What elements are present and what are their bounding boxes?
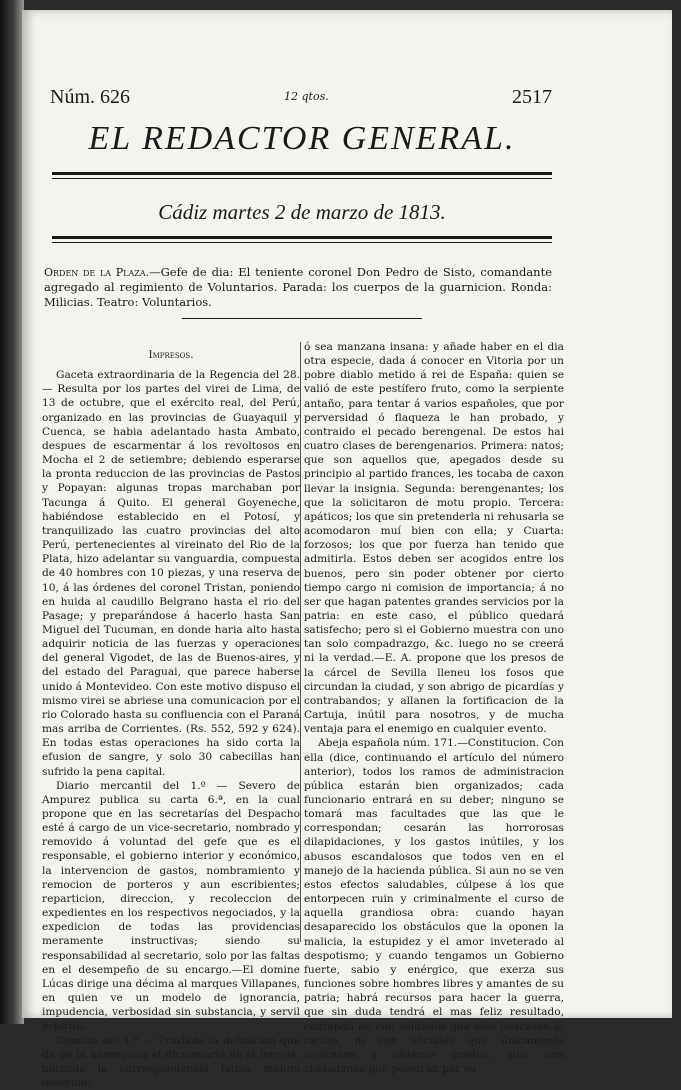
article-paragraph: Diario mercantil del 1.º — Severo de Ampurez publica su carta 6.ª, en la cual propone que en las secretarías del Despacho esté á cargo de un vice-secretario, nombrado y removido á voluntad del gefe que es el responsable, el gobierno interior y económico, la intervencion de gastos, nombramiento y remocion de porteros y aun escribientes; reparticion, direccion, y recoleccion de expedientes en los respectivos negociados, y la expedicion de todas las providencias meramente instructivas; siendo su responsabilidad al secretario, solo por las faltas en el desempeño de su encargo.—El domine Lúcas dirige una décima al marques Villapanes, en quien ve un modelo de ignorancia, impudencia, verbosidad sin substancia, y servil espíritu. xyxy=(42,779,300,1034)
impresos-heading: Impresos. xyxy=(42,348,300,362)
pliegos-note: 12 qtos. xyxy=(284,90,329,103)
article-paragraph: Gaceta extraordinaria de la Regencia del 28.— Resulta por los partes del virei de Lima, de 13 de octubre, que el exército real, del Perú, organizado en las provincias de Guayaquil y Cuenca, se habia adelantado hasta Ambato, despues de escarmentar á los revoltosos en Mocha el 2 de setiembre; debiendo esperarse la pronta reduccion de las provincias de Pastos y Popayan: algunas tropas marchaban por Tacunga á Quito. El general Goyeneche, habiéndose establecido en el Potosí, y tranquilizado las cuatro provincias del alto Perú, pertenecientes al vireinato del Rio de la Plata, hizo adelantar su vanguardia, compuesta de 40 hombres con 10 piezas, y una reserva de 10, á las órdenes del coronel Tristan, poniendo en huida al caudillo Belgrano hasta el rio del Pasage; y preparándose á hacerlo hasta San Miguel del Tucuman, en donde haria alto hasta adquirir noticia de las fuerzas y operaciones del general Vigodet, de las de Buenos-aires, y del estado del Paraguai, que parece haberse unido á Montevideo. Con este motivo dispuso el mismo virei se abriese una comunicacion por el rio Colorado hasta su confluencia con el Paraná mas arriba de Corrientes. (Rs. 552, 592 y 624). En todas estas operaciones ha sido corta la efusion de sangre, y solo 30 cabecillas han sufrido la pena capital. xyxy=(42,368,300,779)
double-rule-top-thin xyxy=(52,178,552,179)
masthead-title: EL REDACTOR GENERAL. xyxy=(62,120,542,158)
article-paragraph: Abeja española núm. 171.—Constitucion. Con ella (dice, continuando el artículo del número anterior), todos los ramos de administracion pública estarán bien organizados; cada funcionario entrará en su deber; ninguno se tomará mas facultades que las que le correspondan; cesarán las horrorosas dilapidaciones, y los gastos inútiles, y los abusos escandalosos que todos ven en el manejo de la hacienda pública. Si aun no se ven estos efectos saludables, cúlpese á los que entorpecen ruin y criminalmente el curso de aquella grandiosa obra: cuando hayan desaparecido los obstáculos que la oponen la malicia, la estupidez y el amor inveterado al despotismo; y cuando tengamos un Gobierno fuerte, sabio y enérgico, que exerza sus funciones sobre hombres libres y amantes de su patria; habrá recursos para hacer la guerra, que sin duda tendrá el mas feliz resultado, contando no con soldados que solo buscasen la racion, ni con oficiales que únicamente aspirasen á obtener grados; sino con ciudadanos que pelearán por su xyxy=(304,736,564,1076)
page-number: 2517 xyxy=(512,86,552,109)
newspaper-page xyxy=(22,10,672,1018)
right-column xyxy=(304,340,564,1076)
double-rule-top xyxy=(52,172,552,175)
left-column xyxy=(42,340,300,1090)
column-divider xyxy=(300,342,301,942)
article-paragraph: Conciso del 1.º — Traslada la definicion que da de la berengena el diccionario de la lengua, notando la correspondencia latina malum insanum, xyxy=(42,1034,300,1090)
issue-number: Núm. 626 xyxy=(50,86,130,109)
article-paragraph: ó sea manzana insana: y añade haber en el dia otra especie, dada á conocer en Vitoria por un pobre diablo metido á rei de España: quien se valió de este pestífero fruto, como la serpiente antaño, para tentar á varios españoles, que por perversidad ó flaqueza le han probado, y contraido el pecado berengenal. De estos hai cuatro clases de berengenarios. Primera: natos; que son aquellos que, apegados desde su principio al partido frances, les tocaba de caxon llevar la insignia. Segunda: berengenantes; los que la solicitaron de motu propio. Tercera: apáticos; los que sin pretenderla ni rehusarla se acomodaron muí bien con ella; y Cuarta: forzosos; los que por fuerza han tenido que admitirla. Estos deben ser acogidos entre los buenos, pero sin poder obtener por cierto tiempo cargo ni comision de importancia; á no ser que hagan patentes grandes servicios por la patria: en este caso, el público quedará satisfecho; pero si el Gobierno muestra con uno tan solo compadrazgo, &c. luego no se creerá ni la verdad.—E. A. propone que los presos de la cárcel de Sevilla lleneu los fosos que circundan la ciudad, y son abrigo de picardías y contrabandos; y allanen la fortificacion de la Cartuja, inútil para nosotros, y de mucha ventaja para el enemigo en cualquier evento. xyxy=(304,340,564,736)
orden-text: —Gefe de dia: El teniente coronel Don Pedro de Sisto, comandante agregado al regimiento de Voluntarios. Parada: los cuerpos de la guarnicion. Ronda: Milicias. Teatro: Voluntarios. xyxy=(44,265,552,309)
double-rule-bottom xyxy=(52,236,552,239)
dateline: Cádiz martes 2 de marzo de 1813. xyxy=(52,200,552,225)
section-divider xyxy=(182,318,422,319)
orden-de-la-plaza xyxy=(44,265,552,310)
orden-label: Orden de la Plaza. xyxy=(44,266,149,279)
page-edge-shadow xyxy=(0,0,24,1024)
double-rule-bottom-thin xyxy=(52,242,552,243)
